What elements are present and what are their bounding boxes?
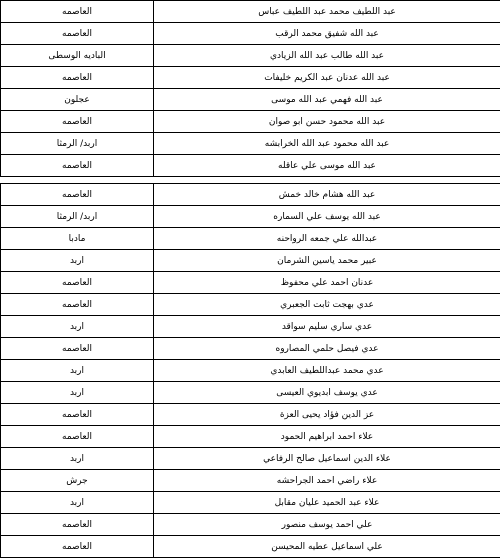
city-cell: اربد/ الرمثا [1, 133, 154, 155]
table-section-bottom [1, 184, 500, 558]
name-cell: عدي يوسف ابديوي العيسى [154, 382, 500, 404]
city-cell: اربد [1, 492, 154, 514]
table-row [1, 23, 500, 45]
table-row [1, 89, 500, 111]
name-cell: علي احمد يوسف منصور [154, 514, 500, 536]
city-cell: الباديه الوسطى [1, 45, 154, 67]
city-cell: اربد [1, 382, 154, 404]
table-row [1, 514, 500, 536]
name-cell: عدي فيصل حلمي المصاروه [154, 338, 500, 360]
city-cell: العاصمه [1, 1, 154, 23]
city-cell: اربد [1, 250, 154, 272]
city-cell: العاصمه [1, 536, 154, 558]
table-row [1, 426, 500, 448]
city-cell: مادبا [1, 228, 154, 250]
table-row [1, 206, 500, 228]
name-cell: علي اسماعيل عطيه المحيسن [154, 536, 500, 558]
table-row [1, 338, 500, 360]
table-row [1, 470, 500, 492]
name-cell: علاء احمد ابراهيم الحمود [154, 426, 500, 448]
table-row [1, 536, 500, 558]
name-cell: عبد الله عدنان عبد الكريم خليفات [154, 67, 500, 89]
name-cell: عبير محمد ياسين الشرمان [154, 250, 500, 272]
table-row [1, 272, 500, 294]
name-cell: علاء عبد الحميد عليان مقابل [154, 492, 500, 514]
name-cell: عبد الله طالب عبد الله الزيادي [154, 45, 500, 67]
table-row [1, 155, 500, 177]
gap-cell [154, 177, 500, 184]
section-gap [1, 177, 500, 184]
gap-cell [1, 177, 154, 184]
table-row [1, 250, 500, 272]
name-cell: عبد الله يوسف علي السماره [154, 206, 500, 228]
city-cell: العاصمه [1, 426, 154, 448]
name-cell: عز الدين فؤاد يحيى العزة [154, 404, 500, 426]
name-cell: عبد الله هشام خالد خمش [154, 184, 500, 206]
name-cell: عدي ساري سليم سواقد [154, 316, 500, 338]
table-row [1, 294, 500, 316]
name-cell: عبد الله محمود عبد الله الخرابشه [154, 133, 500, 155]
city-cell: اربد [1, 448, 154, 470]
city-cell: اربد [1, 316, 154, 338]
name-cell: عدي بهجت ثابت الجعبري [154, 294, 500, 316]
table-row [1, 448, 500, 470]
table-row [1, 360, 500, 382]
city-cell: العاصمه [1, 23, 154, 45]
table-row [1, 45, 500, 67]
table-section-top [1, 1, 500, 177]
name-cell: عبد الله شفيق محمد الرقب [154, 23, 500, 45]
name-cell: عبدالله علي جمعه الرواحنه [154, 228, 500, 250]
city-cell: العاصمه [1, 184, 154, 206]
name-cell: عبد الله موسى علي عاقله [154, 155, 500, 177]
city-cell: العاصمه [1, 272, 154, 294]
city-cell: العاصمه [1, 404, 154, 426]
city-cell: العاصمه [1, 514, 154, 536]
name-cell: عبد اللطيف محمد عبد اللطيف عباس [154, 1, 500, 23]
name-cell: عبد الله محمود حسن ابو صوان [154, 111, 500, 133]
gap-row [1, 177, 500, 184]
table-row [1, 184, 500, 206]
name-cell: علاء راضي احمد الجراحشه [154, 470, 500, 492]
table-row [1, 133, 500, 155]
city-cell: العاصمه [1, 111, 154, 133]
name-cell: عبد الله فهمي عبد الله موسى [154, 89, 500, 111]
name-cell: عدي محمد عبداللطيف العابدي [154, 360, 500, 382]
name-cell: عدنان احمد علي محفوظ [154, 272, 500, 294]
city-cell: العاصمه [1, 294, 154, 316]
table-row [1, 404, 500, 426]
table-row [1, 67, 500, 89]
city-cell: اربد/ الرمثا [1, 206, 154, 228]
city-cell: العاصمه [1, 155, 154, 177]
city-cell: العاصمه [1, 67, 154, 89]
table-row [1, 316, 500, 338]
city-cell: العاصمه [1, 338, 154, 360]
city-cell: عجلون [1, 89, 154, 111]
city-cell: جرش [1, 470, 154, 492]
table-row [1, 1, 500, 23]
city-cell: اربد [1, 360, 154, 382]
table-row [1, 228, 500, 250]
table-row [1, 111, 500, 133]
table-row [1, 382, 500, 404]
name-cell: علاء الدين اسماعيل صالح الرفاعي [154, 448, 500, 470]
table-row [1, 492, 500, 514]
